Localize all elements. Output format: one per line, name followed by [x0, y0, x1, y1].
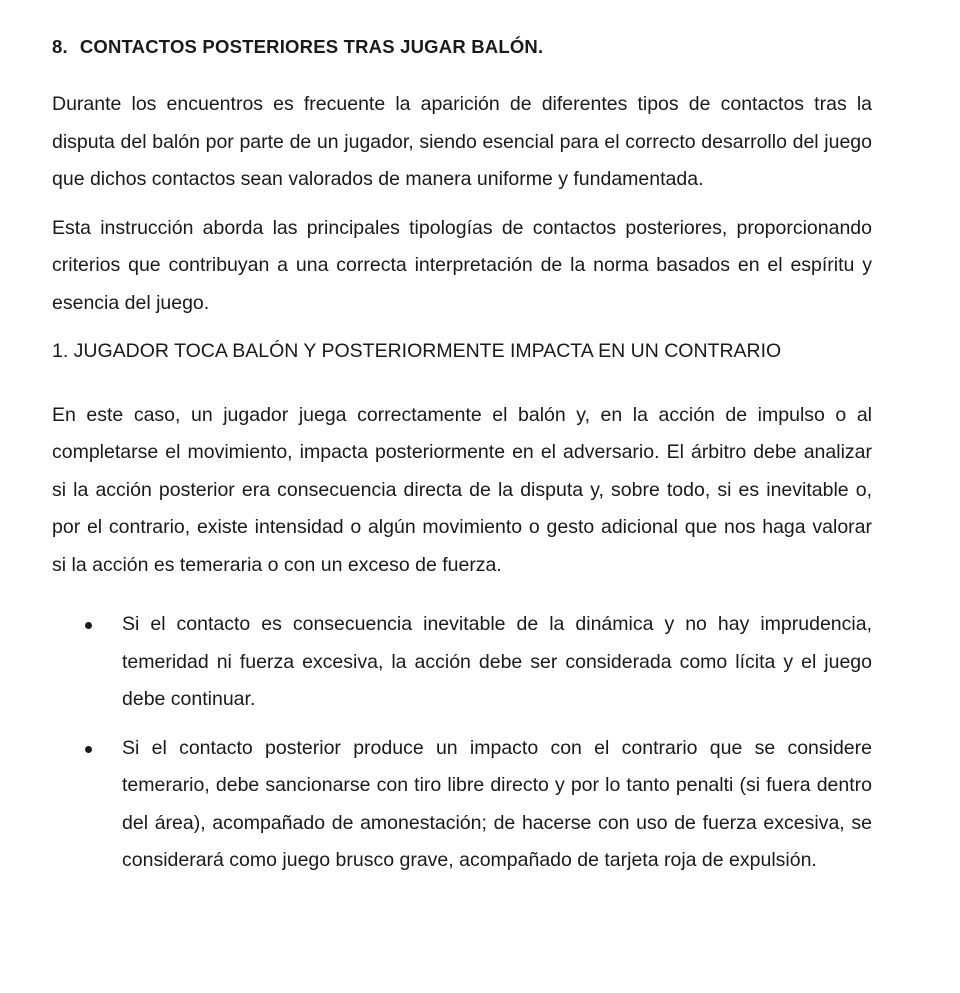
subsection-heading: 1. JUGADOR TOCA BALÓN Y POSTERIORMENTE IMPACTA EN UN CONTRARIO	[52, 340, 782, 362]
list-item-text: Si el contacto posterior produce un impacto con el contrario que se considere temerario, debe sancionarse con tiro libre directo y por lo tanto penalti (si fuera dentro del área), acompañado de amonestación; de hacerse con uso de fuerza excesiva, se considerará como juego brusco grave, acompañado de tarjeta roja de expulsión.	[122, 736, 872, 871]
section-title	[52, 30, 872, 64]
intro-paragraph-1: Durante los encuentros es frecuente la aparición de diferentes tipos de contactos tras la disputa del balón por parte de un jugador, siendo esencial para el correcto desarrollo del juego que dichos contactos sean valorados de manera uniforme y fundamentada.	[52, 93, 872, 190]
list-item	[52, 606, 872, 719]
list-item	[52, 730, 872, 880]
list-item-text: Si el contacto es consecuencia inevitable de la dinámica y no hay imprudencia, temeridad ni fuerza excesiva, la acción debe ser considerada como lícita y el juego debe continuar.	[122, 613, 872, 710]
document-page	[52, 30, 872, 891]
subsection-paragraph: En este caso, un jugador juega correctamente el balón y, en la acción de impulso o al completarse el movimiento, impacta posteriormente en el adversario. El árbitro debe analizar si la acción posterior era consecuencia directa de la disputa y, sobre todo, si es inevitable o, por el contrario, existe intensidad o algún movimiento o gesto adicional que nos haga valorar si la acción es temeraria o con un exceso de fuerza.	[52, 403, 872, 576]
intro-paragraph-2: Esta instrucción aborda las principales tipologías de contactos posteriores, proporcionando criterios que contribuyan a una correcta interpretación de la norma basados en el espíritu y esencia del juego.	[52, 216, 872, 314]
criteria-list	[52, 606, 872, 880]
section-number: 8.	[52, 36, 68, 57]
bullet-icon	[85, 622, 92, 629]
section-title-text: CONTACTOS POSTERIORES TRAS JUGAR BALÓN.	[79, 36, 544, 57]
bullet-icon	[85, 746, 92, 753]
